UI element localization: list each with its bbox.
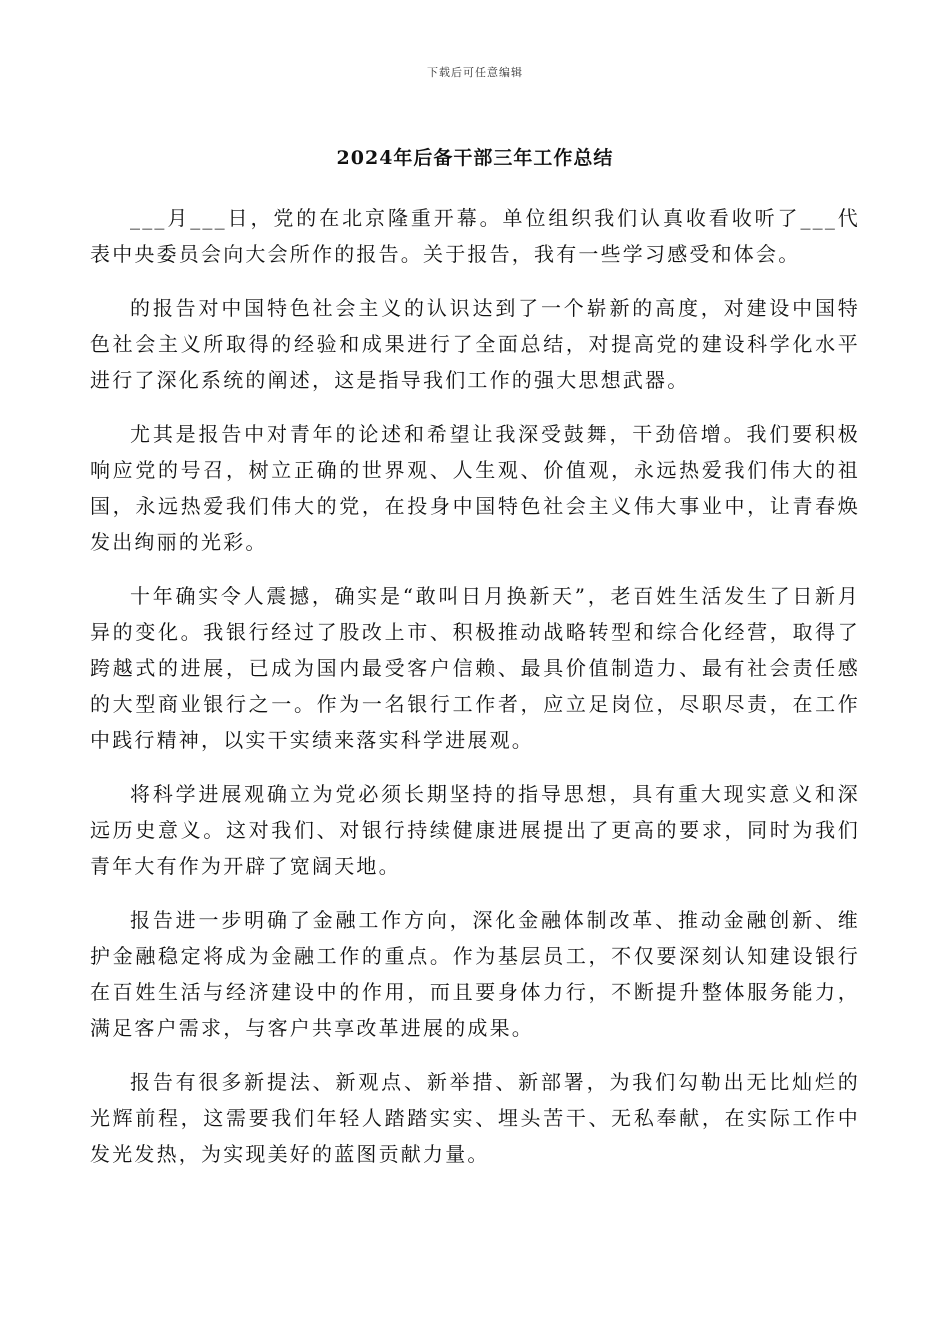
document-title: 2024年后备干部三年工作总结 [336, 147, 614, 169]
paragraph: 十年确实令人震撼，确实是“敢叫日月换新天”，老百姓生活发生了日新月异的变化。我银行经过了股改上市、积极推动战略转型和综合化经营，取得了跨越式的进展，已成为国内最受客户信赖、最具价值制造力、最有社会责任感的大型商业银行之一。作为一名银行工作者，应立足岗位，尽职尽责，在工作中践行精神，以实干实绩来落实科学进展观。 [90, 584, 860, 752]
paragraph: 报告有很多新提法、新观点、新举措、新部署，为我们勾勒出无比灿烂的光辉前程，这需要我们年轻人踏踏实实、埋头苦干、无私奉献，在实际工作中发光发热，为实现美好的蓝图贡献力量。 [90, 1070, 860, 1166]
header-note: 下载后可任意编辑 [427, 66, 523, 79]
document-body [90, 200, 860, 1190]
paragraph: 报告进一步明确了金融工作方向，深化金融体制改革、推动金融创新、维护金融稳定将成为金融工作的重点。作为基层员工，不仅要深刻认知建设银行在百姓生活与经济建设中的作用，而且要身体力行，不断提升整体服务能力，满足客户需求，与客户共享改革进展的成果。 [90, 908, 860, 1040]
paragraph: 的报告对中国特色社会主义的认识达到了一个崭新的高度，对建设中国特色社会主义所取得的经验和成果进行了全面总结，对提高党的建设科学化水平进行了深化系统的阐述，这是指导我们工作的强大思想武器。 [90, 296, 860, 392]
paragraph: 尤其是报告中对青年的论述和希望让我深受鼓舞，干劲倍增。我们要积极响应党的号召，树立正确的世界观、人生观、价值观，永远热爱我们伟大的祖国，永远热爱我们伟大的党，在投身中国特色社会主义伟大事业中，让青春焕发出绚丽的光彩。 [90, 422, 860, 554]
paragraph: 将科学进展观确立为党必须长期坚持的指导思想，具有重大现实意义和深远历史意义。这对我们、对银行持续健康进展提出了更高的要求，同时为我们青年大有作为开辟了宽阔天地。 [90, 782, 860, 878]
paragraph: ___月___日，党的在北京隆重开幕。单位组织我们认真收看收听了___代表中央委员会向大会所作的报告。关于报告，我有一些学习感受和体会。 [90, 206, 860, 266]
